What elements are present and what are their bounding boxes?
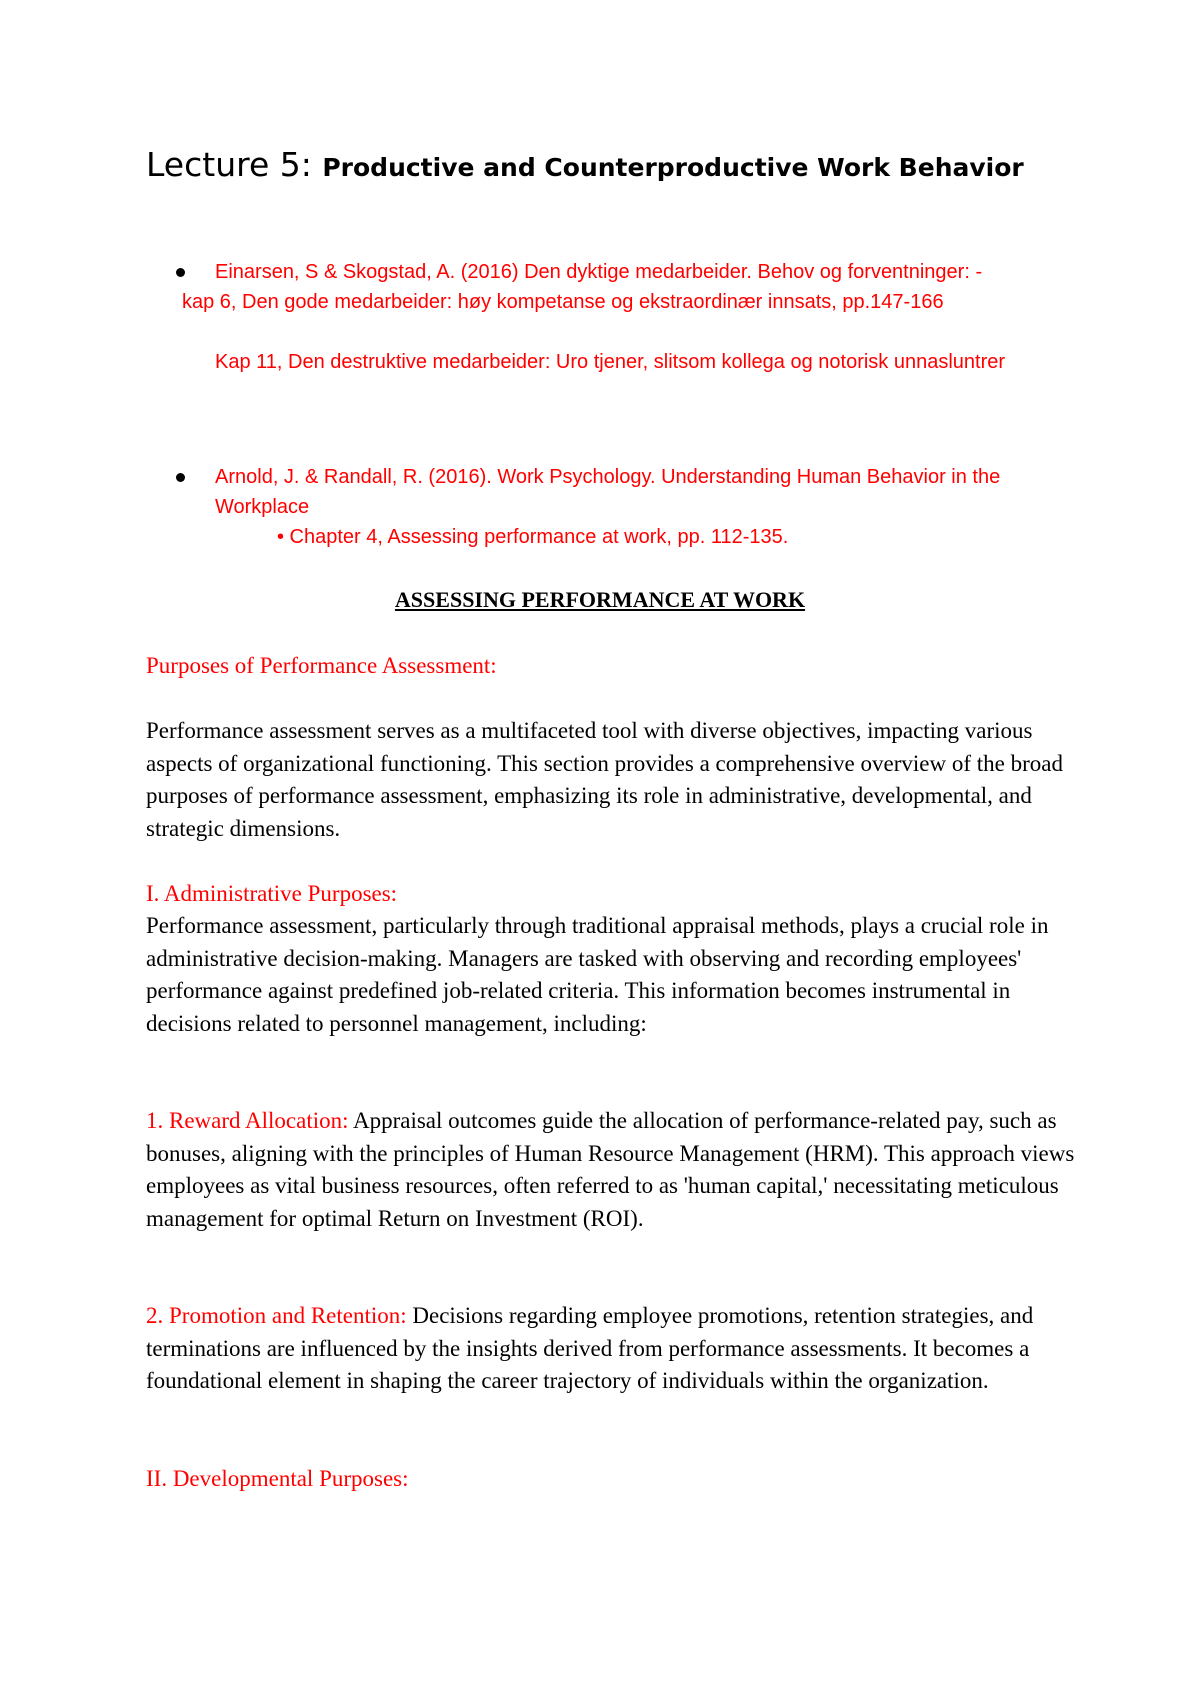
reward-allocation-paragraph <box>146 1105 1076 1235</box>
purposes-heading: Purposes of Performance Assessment: <box>146 653 497 678</box>
title-main: Productive and Counterproductive Work Behavior <box>322 153 1024 182</box>
reward-allocation-text: Appraisal outcomes guide the allocation of performance-related pay, such as bonuses, aligning with the principles of Human Resource Management (HRM). This approach views employees as vital business resources, often referred to as 'human capital,' necessitating meticulous management for optimal Return on Investment (ROI). <box>146 1108 1075 1231</box>
reference-1-line-2: kap 6, Den gode medarbeider: høy kompetanse og ekstraordinær innsats, pp.147-166 <box>182 291 944 313</box>
promotion-retention-paragraph <box>146 1300 1076 1398</box>
reward-allocation-label: 1. Reward Allocation: <box>146 1108 349 1133</box>
reference-1-subitem: Kap 11, Den destruktive medarbeider: Uro tjener, slitsom kollega og notorisk unnasluntrer <box>215 351 1006 373</box>
bullet-icon <box>176 473 185 482</box>
promotion-retention-label: 2. Promotion and Retention: <box>146 1303 407 1328</box>
reference-2: Arnold, J. & Randall, R. (2016). Work Psychology. Understanding Human Behavior in the Workplace <box>215 466 1001 518</box>
title-lead: Lecture 5: <box>146 145 323 184</box>
section-heading: ASSESSING PERFORMANCE AT WORK <box>394 587 806 612</box>
reference-2-subitem: • Chapter 4, Assessing performance at work, pp. 112-135. <box>277 526 789 548</box>
bullet-icon <box>176 268 185 277</box>
page-title <box>146 147 1046 186</box>
intro-paragraph: Performance assessment serves as a multifaceted tool with diverse objectives, impacting various aspects of organizational functioning. This section provides a comprehensive overview of the broad purposes of performance assessment, emphasizing its role in administrative, developmental, and strategic dimensions. <box>146 718 1063 841</box>
administrative-heading: I. Administrative Purposes: <box>146 881 398 906</box>
promotion-retention-text: Decisions regarding employee promotions, retention strategies, and terminations are influenced by the insights derived from performance assessments. It becomes a foundational element in shaping the career trajectory of individuals within the organization. <box>146 1303 1034 1393</box>
administrative-paragraph: Performance assessment, particularly through traditional appraisal methods, plays a crucial role in administrative decision-making. Managers are tasked with observing and recording employees' performance against predefined job-related criteria. This information becomes instrumental in decisions related to personnel management, including: <box>146 913 1049 1036</box>
reference-1-line-1: Einarsen, S & Skogstad, A. (2016) Den dyktige medarbeider. Behov og forventninger: - <box>215 261 983 283</box>
developmental-heading: II. Developmental Purposes: <box>146 1466 409 1491</box>
